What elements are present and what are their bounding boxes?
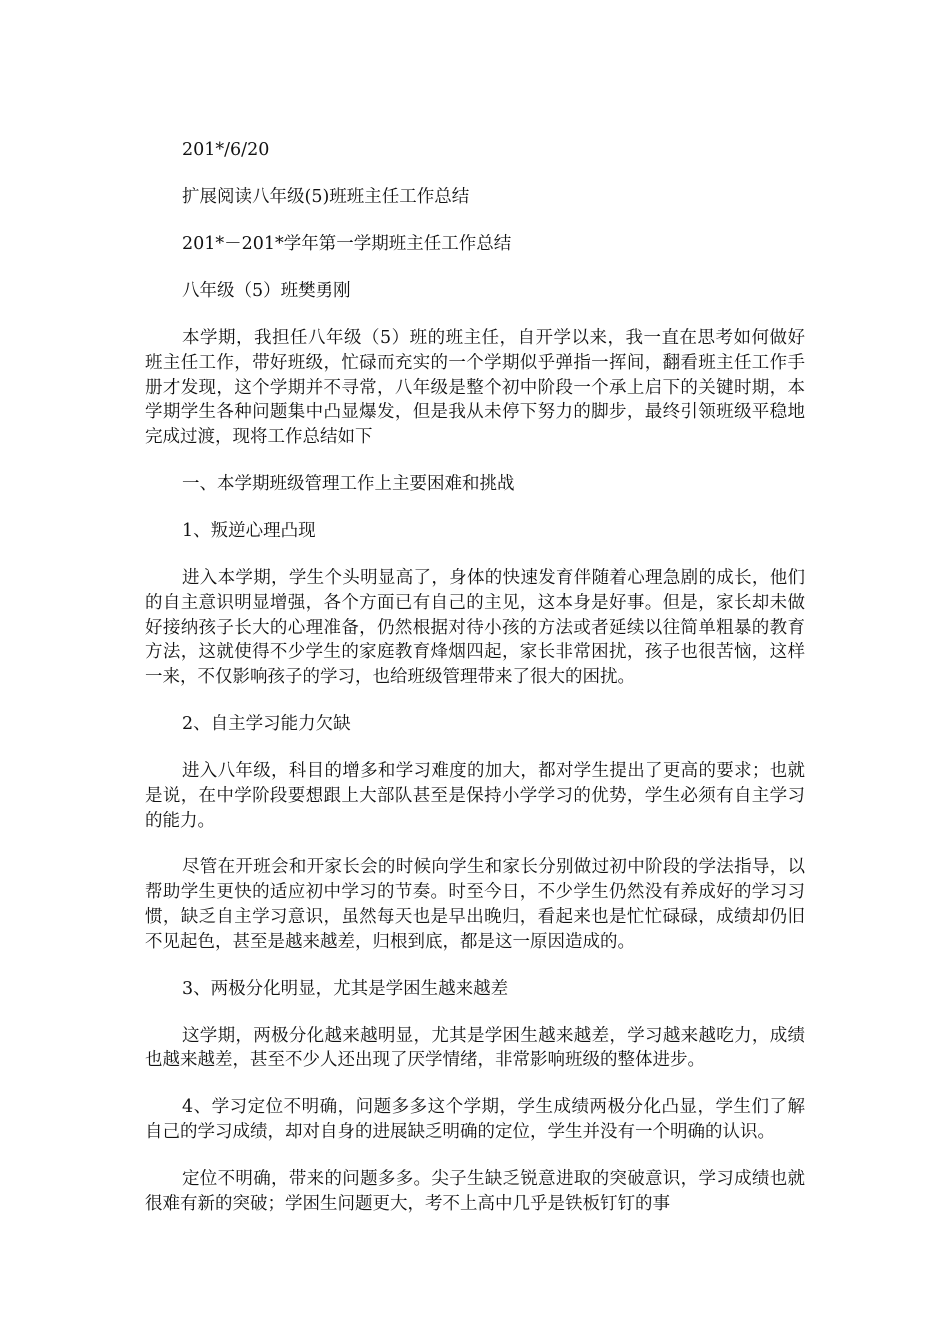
body-paragraph: 进入八年级，科目的增多和学习难度的加大，都对学生提出了更高的要求；也就是说，在中学阶段要想跟上大部队甚至是保持小学学习的优势，学生必须有自主学习的能力。: [145, 760, 805, 831]
intro-paragraph: 本学期，我担任八年级（5）班的班主任，自开学以来，我一直在思考如何做好班主任工作，带好班级，忙碌而充实的一个学期似乎弹指一挥间，翻看班主任工作手册才发现，这个学期并不寻常，八年级是整个初中阶段一个承上启下的关键时期，本学期学生各种问题集中凸显爆发，但是我从未停下努力的脚步，最终引领班级平稳地完成过渡，现将工作总结如下: [145, 328, 805, 448]
body-paragraph: 定位不明确，带来的问题多多。尖子生缺乏锐意进取的突破意识，学习成绩也就很难有新的突破；学困生问题更大，考不上高中几乎是铁板钉钉的事: [145, 1168, 805, 1214]
document-title: 扩展阅读八年级(5)班班主任工作总结: [182, 187, 470, 207]
document-subtitle: 201*－201*学年第一学期班主任工作总结: [182, 234, 512, 254]
body-paragraph: 这学期，两极分化越来越明显，尤其是学困生越来越差，学习越来越吃力，成绩也越来越差，甚至不少人还出现了厌学情绪，非常影响班级的整体进步。: [145, 1025, 805, 1071]
item-heading: 1、叛逆心理凸现: [182, 520, 316, 541]
item-heading: 3、两极分化明显，尤其是学困生越来越差: [182, 978, 509, 999]
body-paragraph: 进入本学期，学生个头明显高了，身体的快速发育伴随着心理急剧的成长，他们的自主意识明显增强，各个方面已有自己的主见，这本身是好事。但是，家长却未做好接纳孩子长大的心理准备，仍然根据对待小孩的方法或者延续以往简单粗暴的教育方法，这就使得不少学生的家庭教育烽烟四起，家长非常困扰，孩子也很苦恼，这样一来，不仅影响孩子的学习，也给班级管理带来了很大的困扰。: [145, 567, 805, 688]
body-paragraph: 尽管在开班会和开家长会的时候向学生和家长分别做过初中阶段的学法指导，以帮助学生更快的适应初中学习的节奏。时至今日，不少学生仍然没有养成好的学习习惯，缺乏自主学习意识，虽然每天也是早出晚归，看起来也是忙忙碌碌，成绩却仍旧不见起色，甚至是越来越差，归根到底，都是这一原因造成的。: [145, 857, 805, 952]
document-page: [145, 138, 805, 1216]
body-paragraph: 4、学习定位不明确，问题多多这个学期，学生成绩两极分化凸显，学生们了解自己的学习成绩，却对自身的进展缺乏明确的定位，学生并没有一个明确的认识。: [145, 1097, 805, 1142]
section-heading: 一、本学期班级管理工作上主要困难和挑战: [182, 473, 515, 494]
document-date: 201*/6/20: [182, 140, 270, 160]
document-author: 八年级（5）班樊勇刚: [182, 281, 351, 301]
item-heading: 2、自主学习能力欠缺: [182, 713, 351, 734]
